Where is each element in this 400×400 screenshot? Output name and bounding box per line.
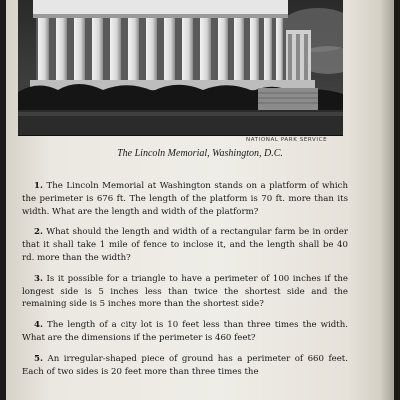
lincoln-memorial-photo bbox=[18, 0, 343, 136]
page-binding-shadow bbox=[380, 0, 394, 400]
problem-number: 3. bbox=[34, 273, 43, 284]
problem-text: An irregular-shaped piece of ground has a perimeter of 660 feet. Each of two sides is 20 feet more than three times the bbox=[22, 353, 348, 377]
photo-credit: NATIONAL PARK SERVICE bbox=[246, 137, 328, 143]
problem-number: 5. bbox=[34, 353, 43, 364]
problem-text: The Lincoln Memorial at Washington stands on a platform of which the perimeter is 676 ft. The length of the platform is 70 ft. more than its width. What are the length and width of the platform? bbox=[22, 181, 349, 217]
photo-caption: The Lincoln Memorial, Washington, D.C. bbox=[117, 148, 283, 159]
problem-text: Is it possible for a triangle to have a perimeter of 100 inches if the longest side is 5 inches less than twice the shortest side and the remaining side is 5 inches more than the shortest side? bbox=[22, 273, 348, 310]
problem-text: The length of a city lot is 10 feet less than three times the width. What are the dimensions if the perimeter is 460 feet? bbox=[22, 320, 348, 343]
problem-number: 4. bbox=[34, 320, 43, 331]
problem-item bbox=[22, 273, 348, 311]
problem-number: 1. bbox=[34, 181, 43, 191]
photo-illustration bbox=[18, 0, 343, 135]
problem-list bbox=[22, 180, 348, 386]
problem-number: 2. bbox=[34, 227, 43, 238]
problem-item bbox=[22, 180, 348, 218]
problem-text: What should the length and width of a rectangular farm be in order that it shall take 1 mile of fence to inclose it, and the length shall be 40 rd. more than the width? bbox=[22, 227, 348, 263]
textbook-page bbox=[6, 0, 394, 400]
problem-item bbox=[22, 353, 348, 379]
problem-item bbox=[22, 226, 348, 264]
problem-item bbox=[22, 319, 348, 345]
